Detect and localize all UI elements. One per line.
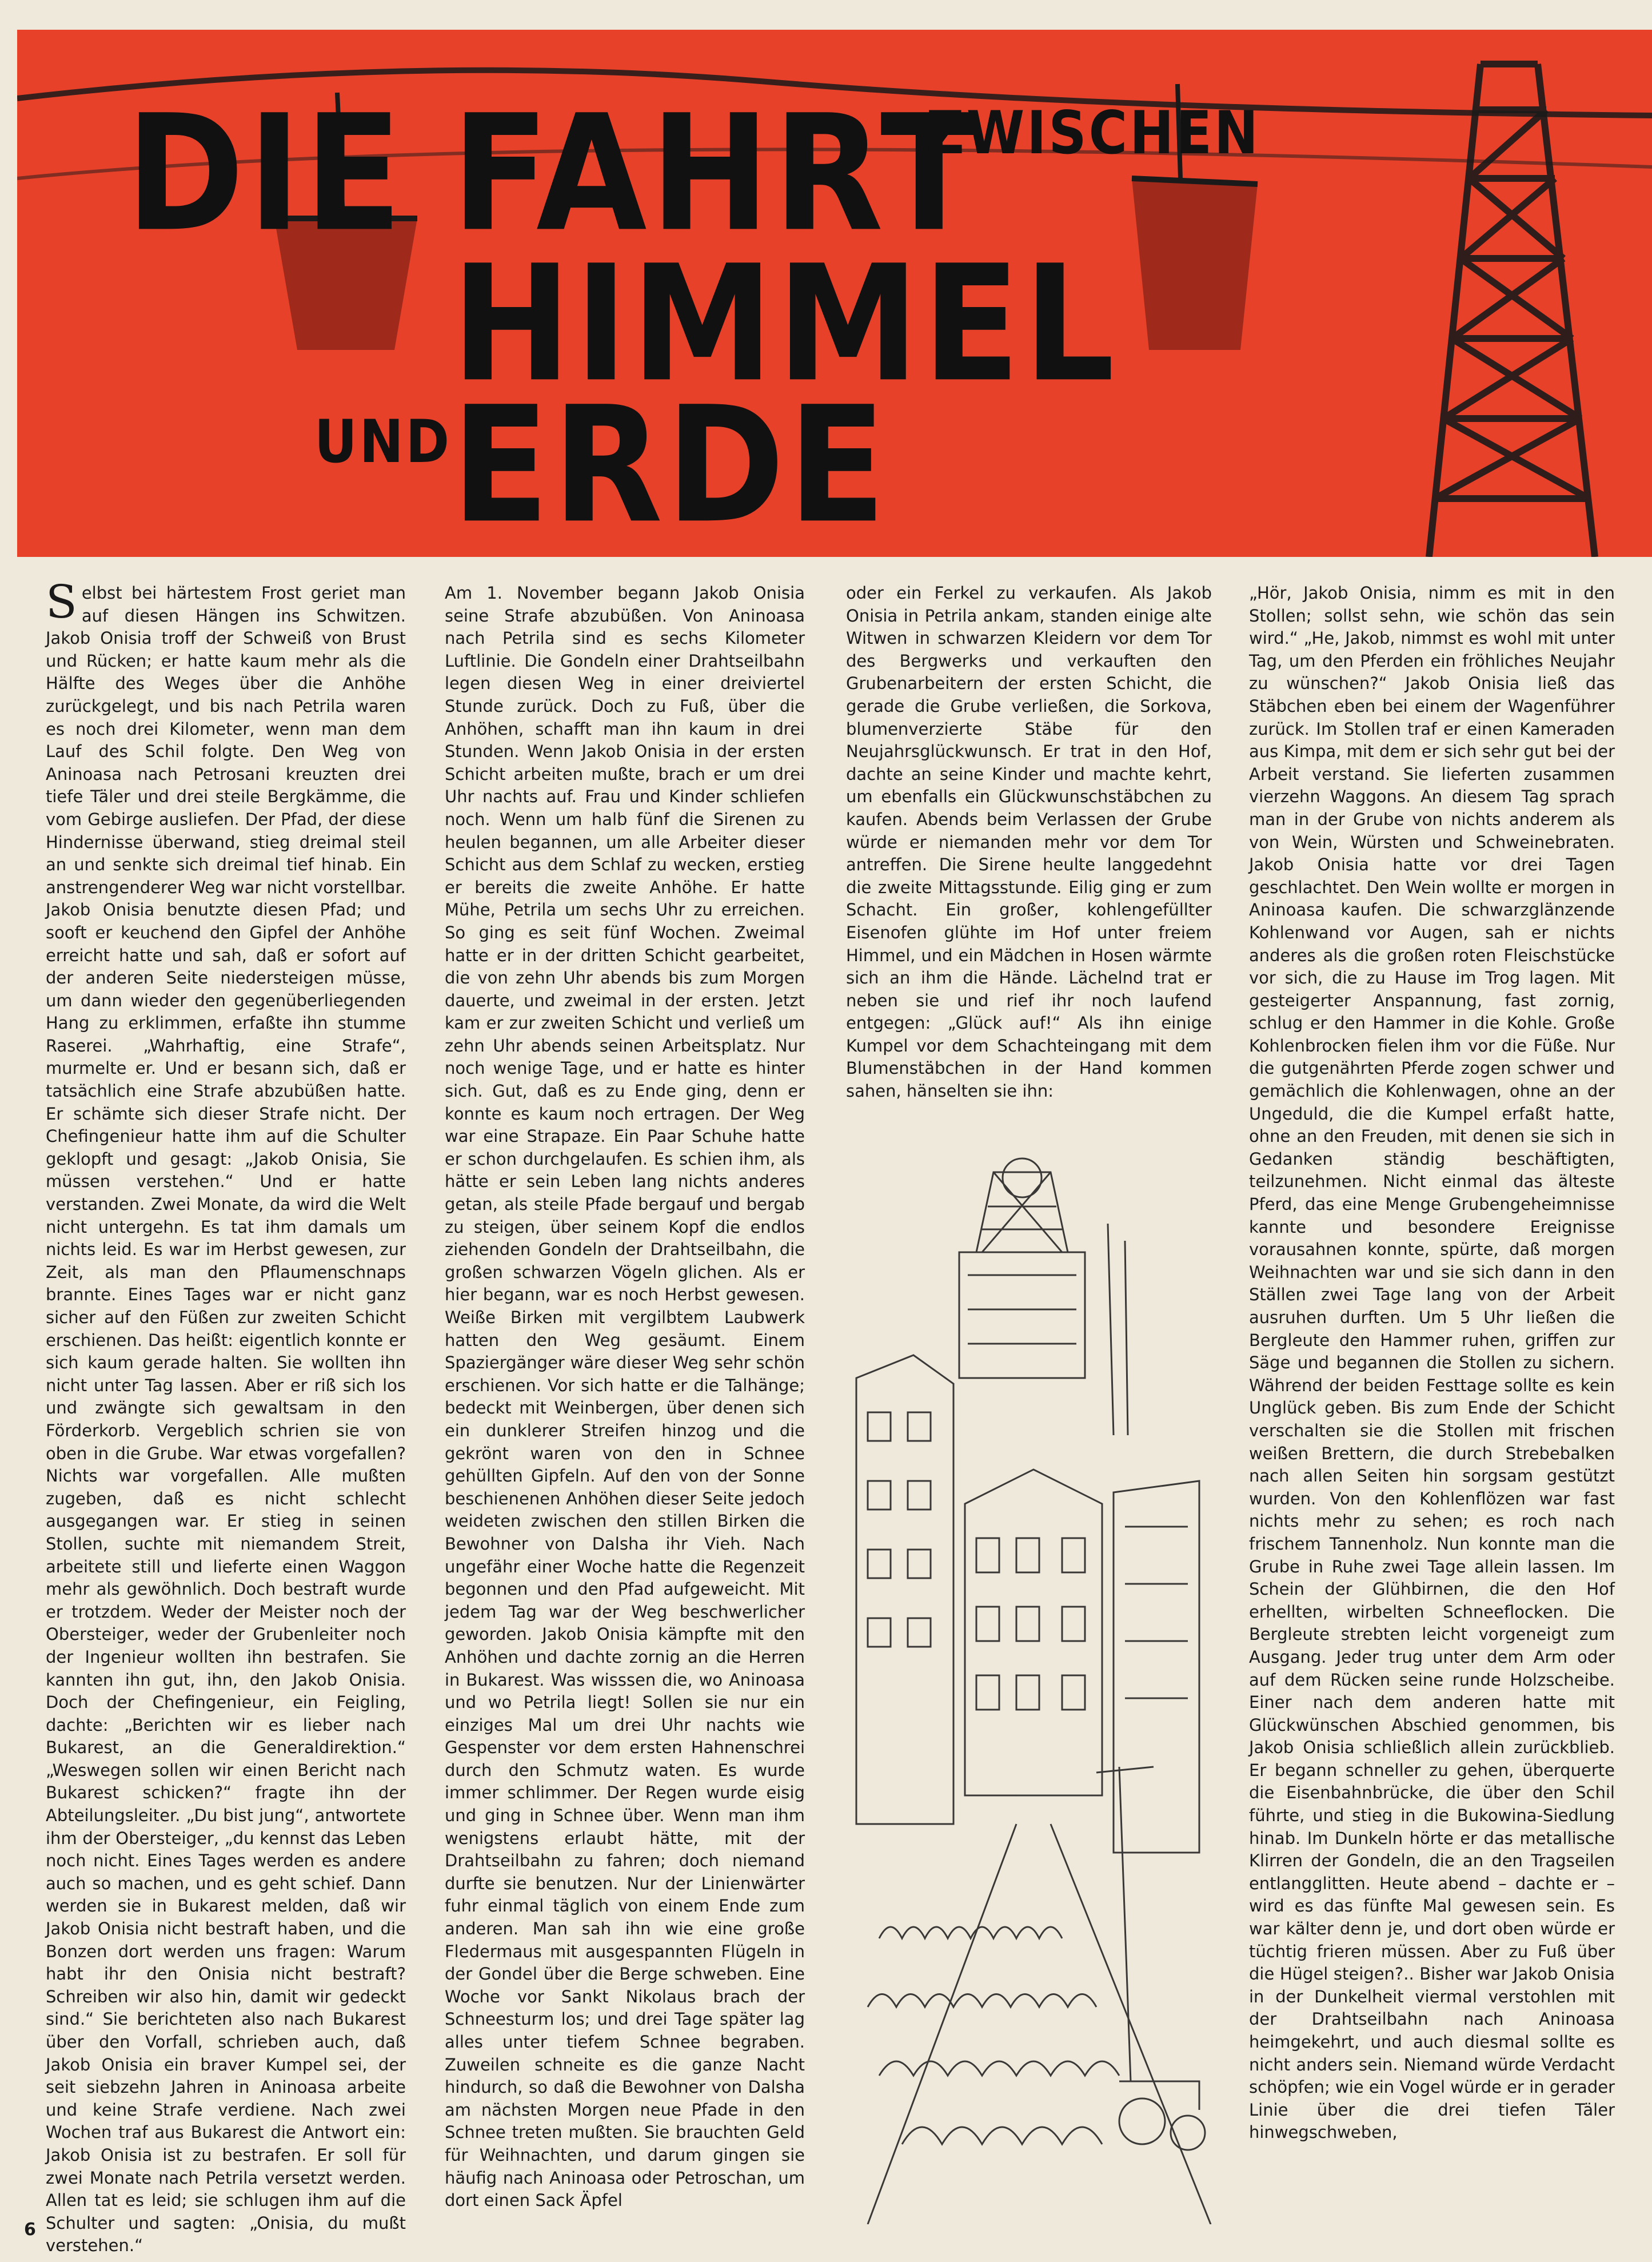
article-column-1	[46, 575, 406, 2257]
article-column-2	[445, 582, 805, 2212]
article-column-3	[846, 582, 1212, 1103]
title-word-himmel: HIMMEL	[452, 230, 1118, 417]
title-word-und: UND	[314, 408, 452, 476]
title-word-erde: ERDE	[452, 372, 889, 557]
title-word-fahrt: FAHRT	[452, 80, 981, 267]
mine-street-sketch	[845, 1138, 1215, 2224]
drop-cap: S	[46, 575, 77, 628]
title-word-die: DIE	[126, 80, 406, 267]
column-4-text: „Hör, Jakob Onisia, nimm es mit in den Stollen; sollst sehn, wie schön das sein wird.“ „He, Jakob, nimmst es wohl mit unter Tag, um den Pferden ein fröhliches Neujahr zu wünschen?“ Jakob Onisia ließ das Stäbchen eben bei einem der Wagenführer zurück. Im Stollen traf er einen Kameraden aus Kimpa, mit dem er sich sehr gut bei der Arbeit verstand. Sie lieferten zusammen vierzehn Waggons. An diesem Tag sprach man in der Grube von nichts anderem als von Wein, Würsten und Schweinebraten. Jakob Onisia hatte vor drei Tagen geschlachtet. Den Wein wollte er morgen in Aninoasa kaufen. Die schwarzglänzende Kohlenwand vor Augen, sah er nichts anderes als die großen roten Fleischstücke vor sich, die zu Hause im Trog lagen. Mit gesteigerter Anspannung, fast zornig, schlug er den Hammer in die Kohle. Große Kohlenbrocken fielen ihm vor die Füße. Nur die gutgenährten Pferde zogen schwer und gemächlich die Kohlenwagen, ohne an der Ungeduld, die die Kumpel erfaßt hatte, ohne an den Freuden, mit denen sie sich in Gedanken ständig beschäftigten, teilzunehmen. Nicht einmal das älteste Pferd, das eine Menge Grubengeheimnisse kannte und besondere Ereignisse vorausahnen konnte, spürte, daß morgen Weihnachten war und sie sich dann in den Ställen zwei Tage lang von der Arbeit ausruhen durften. Um 5 Uhr ließen die Bergleute den Hammer ruhen, griffen zur Säge und begannen die Stollen zu sichern. Während der beiden Festtage sollte es kein Unglück geben. Bis zum Ende der Schicht verschalten sie die Stollen mit frischen weißen Brettern, die durch Strebebalken nach allen Seiten hin sorgsam gestützt wurden. Von den Kohlenflözen war fast nichts mehr zu sehen; es roch nach frischem Tannenholz. Nun konnte man die Grube in Ruhe zwei Tage allein lassen. Im Schein der Glühbirnen, die den Hof erhellten, wirbelten Schneeflocken. Die Bergleute strebten leicht vorgeneigt zum Ausgang. Jeder trug unter dem Arm oder auf dem Rücken seine runde Holzscheibe. Einer nach dem anderen hatte mit Glückwünschen Abschied genommen, bis Jakob Onisia schließlich allein zurückblieb. Er begann schneller zu gehen, überquerte die Eisenbahnbrücke, die über den Schil führte, und stieg in die Bukowina-Siedlung hinab. Im Dunkeln hörte er das metallische Klirren der Gondeln, die an den Tragseilen entlangglitten. Heute abend – dachte er – wird es das fünfte Mal gewesen sein. Es war kälter denn je, und dort oben würde er tüchtig frieren müssen. Aber zu Fuß über die Hügel steigen?.. Bisher war Jakob Onisia in der Dunkelheit viermal verstohlen mit der Drahtseilbahn nach Aninoasa heimgekehrt, und auch diesmal sollte es nicht anders sein. Niemand würde Verdacht schöpfen; wie ein Vogel würde er in gerader Linie über die drei tiefen Täler hinwegschweben,	[1249, 583, 1615, 2142]
column-2-text: Am 1. November begann Jakob Onisia seine Strafe abzubüßen. Von Aninoasa nach Petrila sind es sechs Kilometer Luftlinie. Die Gondeln einer Drahtseilbahn legen diesen Weg in einer dreiviertel Stunde zurück. Doch zu Fuß, über die Anhöhen, schafft man ihn kaum in drei Stunden. Wenn Jakob Onisia in der ersten Schicht arbeiten mußte, brach er um drei Uhr nachts auf. Frau und Kinder schliefen noch. Wenn um halb fünf die Sirenen zu heulen begannen, um alle Arbeiter dieser Schicht aus dem Schlaf zu wecken, erstieg er bereits die zweite Anhöhe. Er hatte Mühe, Petrila um sechs Uhr zu erreichen. So ging es seit fünf Wochen. Zweimal hatte er in der dritten Schicht gearbeitet, die von zehn Uhr abends bis zum Morgen dauerte, und zweimal in der ersten. Jetzt kam er zur zweiten Schicht und verließ um zehn Uhr abends seinen Arbeitsplatz. Nur noch wenige Tage, und er hatte es hinter sich. Gut, daß es zu Ende ging, denn er konnte es kaum noch ertragen. Der Weg war eine Strapaze. Ein Paar Schuhe hatte er schon durchgelaufen. Es schien ihm, als hätte er sein Leben lang nichts anderes getan, als steile Pfade bergauf und bergab zu steigen, über seinem Kopf die endlos ziehenden Gondeln der Drahtseilbahn, die großen schwarzen Vögeln glichen. Als er hier begann, war es noch Herbst gewesen. Weiße Birken mit vergilbtem Laubwerk hatten den Weg gesäumt. Einem Spaziergänger wäre dieser Weg sehr schön erschienen. Vor sich hatte er die Talhänge; bedeckt mit Weinbergen, über denen sich ein dunklerer Streifen hinzog und die gekrönt waren von den in Schnee gehüllten Gipfeln. Auf den von der Sonne beschienenen Anhöhen dieser Seite jedoch weideten zwischen den stillen Birken die Bewohner von Dalsha ihr Vieh. Nach ungefähr einer Woche hatte die Regenzeit begonnen und den Pfad aufgeweicht. Mit jedem Tag war der Weg beschwerlicher geworden. Jakob Onisia kämpfte mit den Anhöhen und dachte zornig an die Herren in Bukarest. Was wisssen die, wo Aninoasa und wo Petrila liegt! Sollen sie nur ein einziges Mal um drei Uhr nachts wie Gespenster vor dem ersten Hahnenschrei durch den Schmutz waten. Es wurde immer schlimmer. Der Regen wurde eisig und ging in Schnee über. Wenn man ihm wenigstens erlaubt hätte, mit der Drahtseilbahn zu fahren; doch niemand durfte sie benutzen. Nur der Linienwärter fuhr einmal täglich von einem Ende zum anderen. Man sah ihn wie eine große Fledermaus mit ausgespannten Flügeln in der Gondel über die Berge schweben. Eine Woche vor Sankt Nikolaus brach der Schneesturm los; und drei Tage später lag alles unter tiefem Schnee begraben. Zuweilen schneite es die ganze Nacht hindurch, so daß die Bewohner von Dalsha am nächsten Morgen neue Pfade in den Schnee treten mußten. Sie brauchten Geld für Weihnachten, und darum gingen sie häufig nach Aninoasa oder Petroschan, um dort einen Sack Äpfel	[445, 583, 805, 2211]
column-1-text: elbst bei härtestem Frost geriet man auf diesen Hängen ins Schwitzen. Jakob Onisia troff der Schweiß von Brust und Rücken; er hatte kaum mehr als die Hälfte des Weges über die Anhöhe zurückgelegt, und bis nach Petrila waren es noch drei Kilometer, wenn man dem Lauf des Schil folgte. Den Weg von Aninoasa nach Petrosani kreuzten drei tiefe Täler und drei steile Bergkämme, die vom Gebirge ausliefen. Der Pfad, der diese Hindernisse überwand, stieg dreimal steil an und senkte sich dreimal tief hinab. Ein anstrengenderer Weg war nicht vorstellbar. Jakob Onisia benutzte diesen Pfad; und sooft er keuchend den Gipfel der Anhöhe erreicht hatte und sah, daß er sofort auf der anderen Seite niedersteigen müsse, um dann wieder den gegenüberliegenden Hang zu erklimmen, erfaßte ihn stumme Raserei. „Wahrhaftig, eine Strafe“, murmelte er. Und er besann sich, daß er tatsächlich eine Strafe abzubüßen hatte. Er schämte sich dieser Strafe nicht. Der Chefingenieur hatte ihm auf die Schulter geklopft und gesagt: „Jakob Onisia, Sie müssen verstehen.“ Und er hatte verstanden. Zwei Monate, da wird die Welt nicht untergehn. Es tat ihm damals um nichts leid. Es war im Herbst gewesen, zur Zeit, als man den Pflaumenschnaps brannte. Eines Tages war er nicht ganz sicher auf den Füßen zur zweiten Schicht erschienen. Das heißt: eigentlich konnte er sich kaum gerade halten. Sie wollten ihn nicht unter Tag lassen. Aber er riß sich los und zwängte sich gewaltsam in den Förderkorb. Vergeblich schrien sie von oben in die Grube. War etwas vorgefallen? Nichts war vorgefallen. Alle mußten zugeben, daß es nicht schlecht ausgegangen war. Er stieg in seinen Stollen, suchte mit niemandem Streit, arbeitete still und lieferte einen Waggon mehr als gewöhnlich. Doch bestraft wurde er trotzdem. Weder der Meister noch der Obersteiger, weder der Grubenleiter noch der Ingenieur wollten ihn bestrafen. Sie kannten ihn gut, ihn, den Jakob Onisia. Doch der Chefingenieur, ein Feigling, dachte: „Berichten wir es lieber nach Bukarest, an die Generaldirektion.“ „Weswegen sollen wir einen Bericht nach Bukarest schicken?“ fragte ihn der Abteilungsleiter. „Du bist jung“, antwortete ihm der Obersteiger, „du kennst das Leben noch nicht. Eines Tages werden es andere auch so machen, und es geht schief. Dann werden sie in Bukarest melden, daß wir Jakob Onisia nicht bestraft haben, und die Bonzen dort werden uns fragen: Warum habt ihr den Onisia nicht bestraft? Schreiben wir also hin, damit wir gedeckt sind.“ Sie berichteten also nach Bukarest über den Vorfall, schrieben auch, daß Jakob Onisia ein braver Kumpel sei, der seit siebzehn Jahren in Aninoasa arbeite und keine Strafe verdiene. Nach zwei Wochen traf aus Bukarest die Antwort ein: Jakob Onisia ist zu bestrafen. Er soll für zwei Monate nach Petrila versetzt werden. Allen tat es leid; sie schlugen ihm auf die Schulter und sagten: „Onisia, du mußt verstehen.“	[46, 583, 406, 2256]
title-banner	[17, 30, 1652, 557]
article-column-4	[1249, 582, 1615, 2144]
page-number: 6	[24, 2220, 36, 2240]
title-word-zwischen: ZWISCHEN	[926, 99, 1261, 168]
column-3-text: oder ein Ferkel zu verkaufen. Als Jakob Onisia in Petrila ankam, standen einige alte Witwen in schwarzen Kleidern vor dem Tor des Bergwerks und verkauften den Grubenarbeitern der ersten Schicht, die gerade die Grube verließen, die Sorkova, blumenverzierte Stäbe für den Neujahrsglückwunsch. Er trat in den Hof, dachte an seine Kinder und machte kehrt, um ebenfalls ein Glückwunschstäbchen zu kaufen. Abends beim Verlassen der Grube würde er niemanden mehr vor dem Tor antreffen. Die Sirene heulte langgedehnt die zweite Mittagsstunde. Eilig ging er zum Schacht. Ein großer, kohlengefüllter Eisenofen glühte im Hof unter freiem Himmel, und ein Mädchen in Hosen wärmte sich an ihm die Hände. Lächelnd trat er neben sie und rief ihr noch laufend entgegen: „Glück auf!“ Als ihn einige Kumpel vor dem Schachteingang mit dem Blumenstäbchen in der Hand kommen sahen, hänselten sie ihn:	[846, 583, 1212, 1101]
